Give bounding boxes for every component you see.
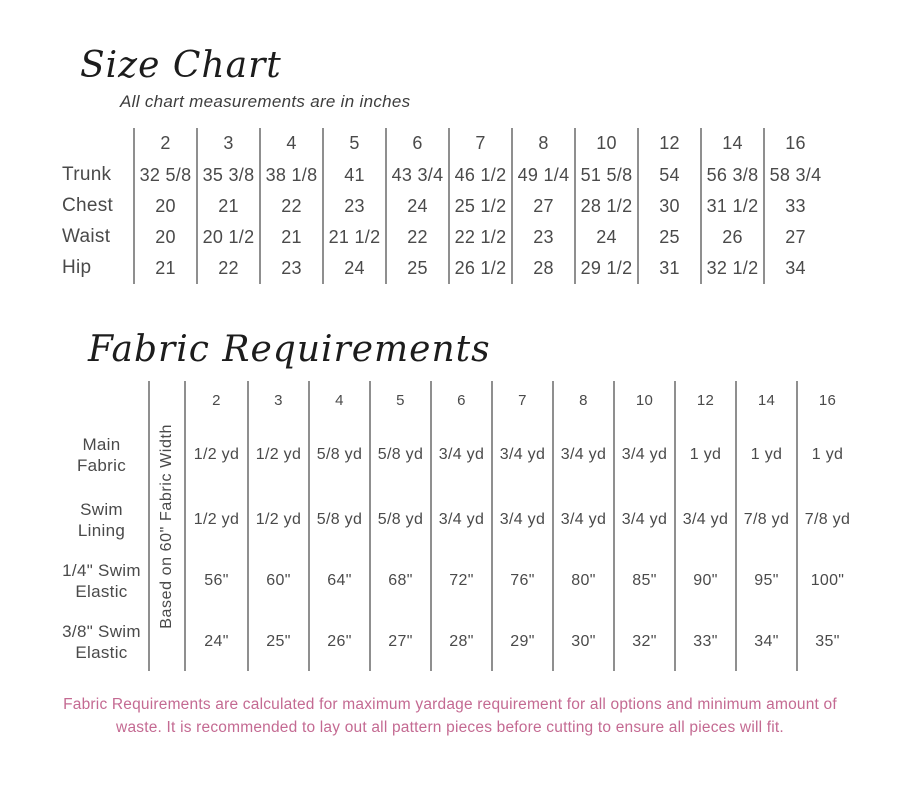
- size-chart-size-header: 12: [637, 128, 700, 160]
- fabric-size-header: 4: [308, 381, 369, 419]
- fabric-size-header: 8: [552, 381, 613, 419]
- size-chart-value-cell: 34: [763, 253, 826, 284]
- fabric-note-line-2: waste. It is recommended to lay out all pattern pieces before cutting to ensure all pieces will fit.: [116, 719, 784, 737]
- fabric-size-header: 12: [674, 381, 735, 419]
- fabric-value-cell: 1/2 yd: [193, 446, 240, 464]
- fabric-value-cell: 80": [552, 549, 613, 613]
- size-chart-value-cell: 26 1/2: [448, 253, 511, 284]
- fabric-value-cell: 95": [735, 549, 796, 613]
- size-chart-value-cell: 32 5/8: [133, 160, 196, 191]
- size-chart-value-cell: 35 3/8: [196, 160, 259, 191]
- size-chart-value-cell: 28: [511, 253, 574, 284]
- fabric-row-label: 1/4" Swim Elastic: [62, 560, 141, 602]
- size-chart-value-cell: 22: [259, 191, 322, 222]
- size-chart-value-cell: 20 1/2: [196, 222, 259, 253]
- fabric-value-cell: 5/8 yd: [308, 419, 369, 491]
- fabric-value-cell: 5/8 yd: [308, 491, 369, 549]
- fabric-value-cell: 30": [552, 613, 613, 671]
- size-chart-value-cell: 51 5/8: [574, 160, 637, 191]
- size-chart-value-cell: 43 3/4: [385, 160, 448, 191]
- fabric-value-cell: 3/4 yd: [552, 491, 613, 549]
- size-chart-value-cell: 23: [322, 191, 385, 222]
- size-chart-size-header: 3: [196, 128, 259, 160]
- fabric-value-cell: 72": [430, 549, 491, 613]
- size-chart-size-header: 5: [322, 128, 385, 160]
- size-chart-row-label: Chest: [62, 195, 114, 217]
- size-chart-value-cell: 49 1/4: [511, 160, 574, 191]
- fabric-row-label: 3/8" Swim Elastic: [62, 621, 141, 663]
- size-chart-value-cell: 30: [637, 191, 700, 222]
- size-chart-table: [55, 128, 900, 284]
- size-chart-size-header: 2: [133, 128, 196, 160]
- fabric-table-corner: [55, 381, 148, 419]
- fabric-value-cell: 1 yd: [735, 419, 796, 491]
- size-chart-value-cell: 20: [133, 191, 196, 222]
- fabric-size-header: 6: [430, 381, 491, 419]
- fabric-value-cell: 3/4 yd: [613, 491, 674, 549]
- size-chart-value-cell: 23: [259, 253, 322, 284]
- fabric-value-cell: 27": [369, 613, 430, 671]
- fabric-value-cell: 1 yd: [796, 419, 857, 491]
- fabric-value-cell: 24": [204, 633, 229, 651]
- fabric-requirements-table: [55, 381, 900, 671]
- size-chart-size-header: 14: [700, 128, 763, 160]
- fabric-size-header: 16: [796, 381, 857, 419]
- size-chart-value-cell: 25 1/2: [448, 191, 511, 222]
- fabric-value-cell: 1/2 yd: [247, 419, 308, 491]
- size-chart-value-cell: 21: [196, 191, 259, 222]
- fabric-value-cell: 85": [613, 549, 674, 613]
- size-chart-value-cell: 20: [133, 222, 196, 253]
- size-chart-size-header: 6: [385, 128, 448, 160]
- size-chart-row-label: Hip: [62, 257, 92, 279]
- fabric-value-cell: 1/2 yd: [193, 511, 240, 529]
- size-chart-value-cell: 22 1/2: [448, 222, 511, 253]
- size-chart-value-cell: 31 1/2: [700, 191, 763, 222]
- size-chart-size-header: 10: [574, 128, 637, 160]
- size-chart-row-label: Waist: [62, 226, 111, 248]
- size-chart-value-cell: 24: [385, 191, 448, 222]
- fabric-value-cell: 5/8 yd: [369, 491, 430, 549]
- fabric-value-cell: 33": [674, 613, 735, 671]
- size-chart-value-cell: 24: [574, 222, 637, 253]
- size-chart-value-cell: 22: [196, 253, 259, 284]
- fabric-value-cell: 3/4 yd: [491, 491, 552, 549]
- size-chart-value-cell: 54: [637, 160, 700, 191]
- fabric-size-header: 14: [735, 381, 796, 419]
- fabric-value-cell: 64": [308, 549, 369, 613]
- size-chart-value-cell: 25: [637, 222, 700, 253]
- fabric-width-note: Based on 60" Fabric Width: [158, 423, 175, 629]
- fabric-requirements-title: Fabric Requirements: [88, 328, 491, 370]
- size-chart-size-header: 7: [448, 128, 511, 160]
- fabric-note: [25, 693, 875, 740]
- fabric-note-line-1: Fabric Requirements are calculated for maximum yardage requirement for all options and minimum amount of: [63, 696, 837, 714]
- fabric-row-label: Swim Lining: [77, 499, 126, 541]
- fabric-width-column: [148, 381, 186, 671]
- fabric-row-label: Main Fabric: [76, 434, 127, 476]
- fabric-value-cell: 68": [369, 549, 430, 613]
- size-chart-corner: [55, 128, 133, 160]
- fabric-value-cell: 32": [613, 613, 674, 671]
- fabric-value-cell: 25": [247, 613, 308, 671]
- size-chart-value-cell: 27: [763, 222, 826, 253]
- fabric-value-cell: 3/4 yd: [430, 419, 491, 491]
- size-chart-value-cell: 21 1/2: [322, 222, 385, 253]
- fabric-value-cell: 60": [247, 549, 308, 613]
- fabric-value-cell: 1/2 yd: [247, 491, 308, 549]
- fabric-value-cell: 3/4 yd: [674, 491, 735, 549]
- size-chart-size-header: 4: [259, 128, 322, 160]
- fabric-value-cell: 3/4 yd: [430, 491, 491, 549]
- size-chart-size-header: 8: [511, 128, 574, 160]
- fabric-value-cell: 100": [796, 549, 857, 613]
- fabric-size-header: 3: [247, 381, 308, 419]
- fabric-value-cell: 7/8 yd: [796, 491, 857, 549]
- fabric-value-cell: 3/4 yd: [552, 419, 613, 491]
- size-chart-value-cell: 21: [259, 222, 322, 253]
- size-chart-value-cell: 24: [322, 253, 385, 284]
- size-chart-value-cell: 25: [385, 253, 448, 284]
- size-chart-size-header: 16: [763, 128, 826, 160]
- fabric-size-header: 10: [613, 381, 674, 419]
- size-chart-subtitle: All chart measurements are in inches: [120, 91, 411, 111]
- size-chart-value-cell: 41: [322, 160, 385, 191]
- size-chart-value-cell: 33: [763, 191, 826, 222]
- fabric-value-cell: 1 yd: [674, 419, 735, 491]
- size-chart-value-cell: 22: [385, 222, 448, 253]
- fabric-value-cell: 3/4 yd: [491, 419, 552, 491]
- fabric-size-header: 2: [212, 391, 221, 409]
- size-chart-value-cell: 29 1/2: [574, 253, 637, 284]
- size-chart-title: Size Chart: [80, 45, 282, 86]
- size-chart-row-label: Trunk: [62, 164, 112, 186]
- size-chart-value-cell: 21: [133, 253, 196, 284]
- fabric-value-cell: 76": [491, 549, 552, 613]
- fabric-value-cell: 3/4 yd: [613, 419, 674, 491]
- size-chart-value-cell: 27: [511, 191, 574, 222]
- fabric-value-cell: 7/8 yd: [735, 491, 796, 549]
- fabric-value-cell: 90": [674, 549, 735, 613]
- size-chart-value-cell: 26: [700, 222, 763, 253]
- size-chart-value-cell: 23: [511, 222, 574, 253]
- size-chart-value-cell: 31: [637, 253, 700, 284]
- fabric-value-cell: 26": [308, 613, 369, 671]
- size-chart-value-cell: 58 3/4: [763, 160, 826, 191]
- fabric-value-cell: 28": [430, 613, 491, 671]
- fabric-value-cell: 34": [735, 613, 796, 671]
- fabric-value-cell: 35": [796, 613, 857, 671]
- fabric-size-header: 7: [491, 381, 552, 419]
- fabric-value-cell: 5/8 yd: [369, 419, 430, 491]
- size-chart-value-cell: 56 3/8: [700, 160, 763, 191]
- size-chart-value-cell: 46 1/2: [448, 160, 511, 191]
- size-chart-value-cell: 32 1/2: [700, 253, 763, 284]
- fabric-value-cell: 29": [491, 613, 552, 671]
- size-chart-value-cell: 28 1/2: [574, 191, 637, 222]
- size-chart-value-cell: 38 1/8: [259, 160, 322, 191]
- fabric-size-header: 5: [369, 381, 430, 419]
- fabric-value-cell: 56": [204, 572, 229, 590]
